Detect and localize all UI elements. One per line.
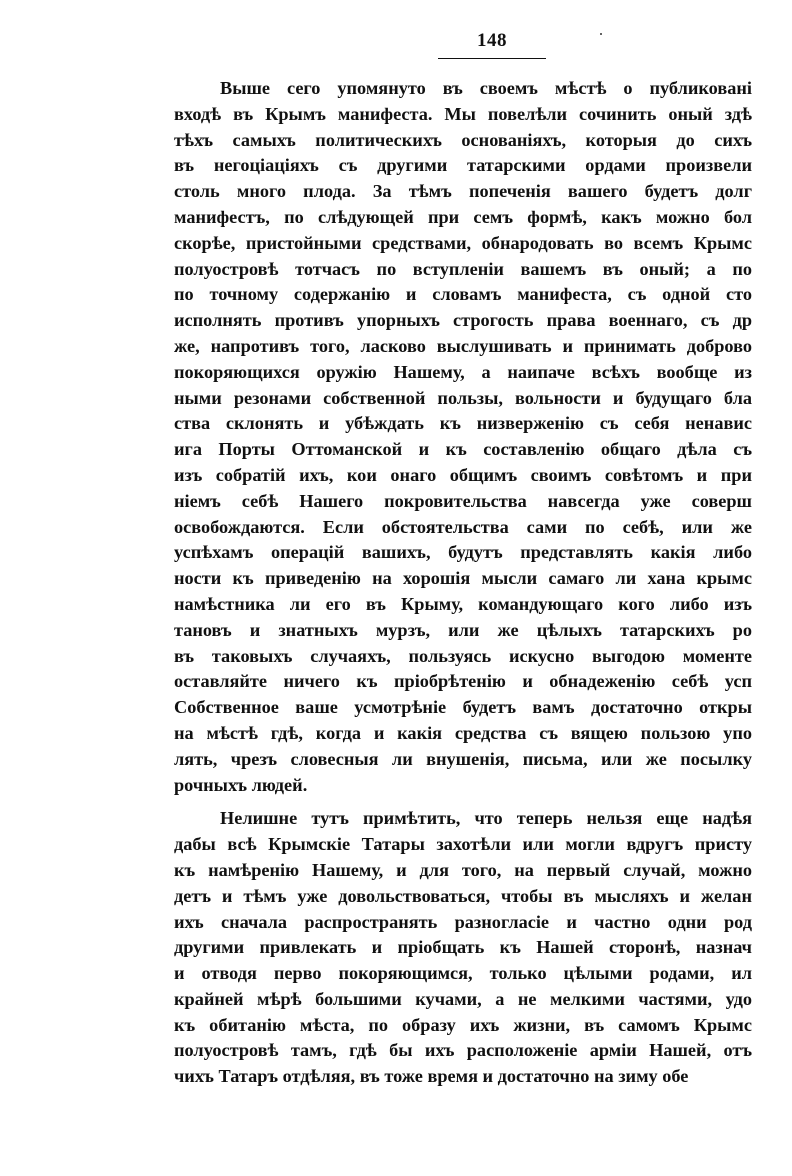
text-line: лять, чрезъ словесныя ли внушенія, письма, или же посылку (174, 748, 752, 769)
text-line: къ обитанію мѣста, по образу ихъ жизни, въ самомъ Крымс (174, 1014, 752, 1035)
paragraph-gap (174, 798, 752, 806)
text-line: въ таковыхъ случаяхъ, пользуясь искусно выгодою моменте (174, 645, 752, 666)
text-line: ига Порты Оттоманской и къ составленію общаго дѣла съ (174, 439, 752, 460)
text-line: же, напротивъ того, ласково выслушивать и принимать доброво (174, 335, 752, 356)
text-line: изъ собратій ихъ, кои онаго общимъ своимъ совѣтомъ и при (174, 464, 752, 485)
text-line: полуостровѣ тамъ, гдѣ бы ихъ расположеніе арміи Нашей, отъ (174, 1040, 752, 1061)
text-line: оставляйте ничего къ пріобрѣтенію и обнадеженію себѣ усп (174, 671, 752, 692)
text-line: другими привлекать и пріобщать къ Нашей сторонѣ, назнач (174, 937, 752, 958)
text-line: детъ и тѣмъ уже довольствоваться, чтобы въ мысляхъ и желан (174, 885, 752, 906)
text-line: скорѣе, пристойными средствами, обнародовать во всемъ Крымс (174, 232, 752, 253)
text-line: и отводя перво покоряющимся, только цѣлыми родами, ил (174, 963, 752, 984)
text-line: манифестъ, по слѣдующей при семъ формѣ, какъ можно бол (174, 206, 752, 227)
page-number: 148 (477, 30, 507, 51)
text-line: Выше сего упомянуто въ своемъ мѣстѣ о публиковані (220, 78, 752, 98)
text-line: по точному содержанію и словамъ манифеста, съ одной сто (174, 284, 752, 305)
header-rule (438, 58, 546, 59)
text-line: успѣхамъ операцій вашихъ, будутъ представлять какія либо (174, 542, 752, 563)
text-line: ихъ сначала распространять разногласіе и частно одни род (174, 911, 752, 932)
text-line: Нелишне тутъ примѣтить, что теперь нельзя еще надѣя (220, 808, 752, 829)
text-line: полуостровѣ тотчасъ по вступленіи вашемъ въ оный; а по (174, 258, 752, 279)
text-line: Собственное ваше усмотрѣніе будетъ вамъ достаточно откры (174, 697, 752, 718)
text-line: къ намѣренію Нашему, и для того, на первый случай, можно (174, 859, 752, 880)
text-line: покоряющихся оружію Нашему, а наипаче всѣхъ вообще из (174, 361, 752, 382)
text-line: освобождаются. Если обстоятельства сами по себѣ, или же (174, 516, 752, 537)
text-line: крайней мѣрѣ большими кучами, а не мелкими частями, удо (174, 988, 752, 1009)
text-line: чихъ Татаръ отдѣляя, въ тоже время и достаточно на зиму обе (174, 1066, 689, 1087)
paragraph (174, 806, 752, 1090)
body-text (174, 76, 752, 1090)
text-line: входѣ въ Крымъ манифеста. Мы повелѣли сочинить оный здѣ (174, 103, 752, 124)
text-line: ными резонами собственной пользы, вольности и будущаго бла (174, 387, 752, 408)
text-line: столь много плода. За тѣмъ попеченія вашего будетъ долг (174, 181, 752, 202)
text-line: намѣстника ли его въ Крыму, командующаго кого либо изъ (174, 593, 752, 614)
text-line: ніемъ себѣ Нашего покровительства навсегда уже соверш (174, 490, 752, 511)
text-line: исполнять противъ упорныхъ строгость права военнаго, съ др (174, 310, 752, 331)
text-line: на мѣстѣ гдѣ, когда и какія средства съ вящею пользою упо (174, 722, 752, 743)
text-line: ности къ приведенію на хорошія мысли самаго ли хана крымс (174, 568, 752, 589)
text-line: рочныхъ людей. (174, 774, 308, 795)
paragraph (174, 76, 752, 798)
text-line: тановъ и знатныхъ мурзъ, или же цѣлыхъ татарскихъ ро (174, 619, 752, 640)
text-line: въ негоціацiяхъ съ другими татарскими ордами произвели (174, 155, 752, 176)
text-line: дабы всѣ Крымскіе Татары захотѣли или могли вдругъ присту (174, 834, 752, 855)
scan-speck (600, 33, 602, 35)
text-line: тѣхъ самыхъ политическихъ основаніяхъ, которыя до сихъ (174, 129, 752, 150)
text-line: ства склонять и убѣждать къ низверженію съ себя ненавис (174, 413, 752, 434)
